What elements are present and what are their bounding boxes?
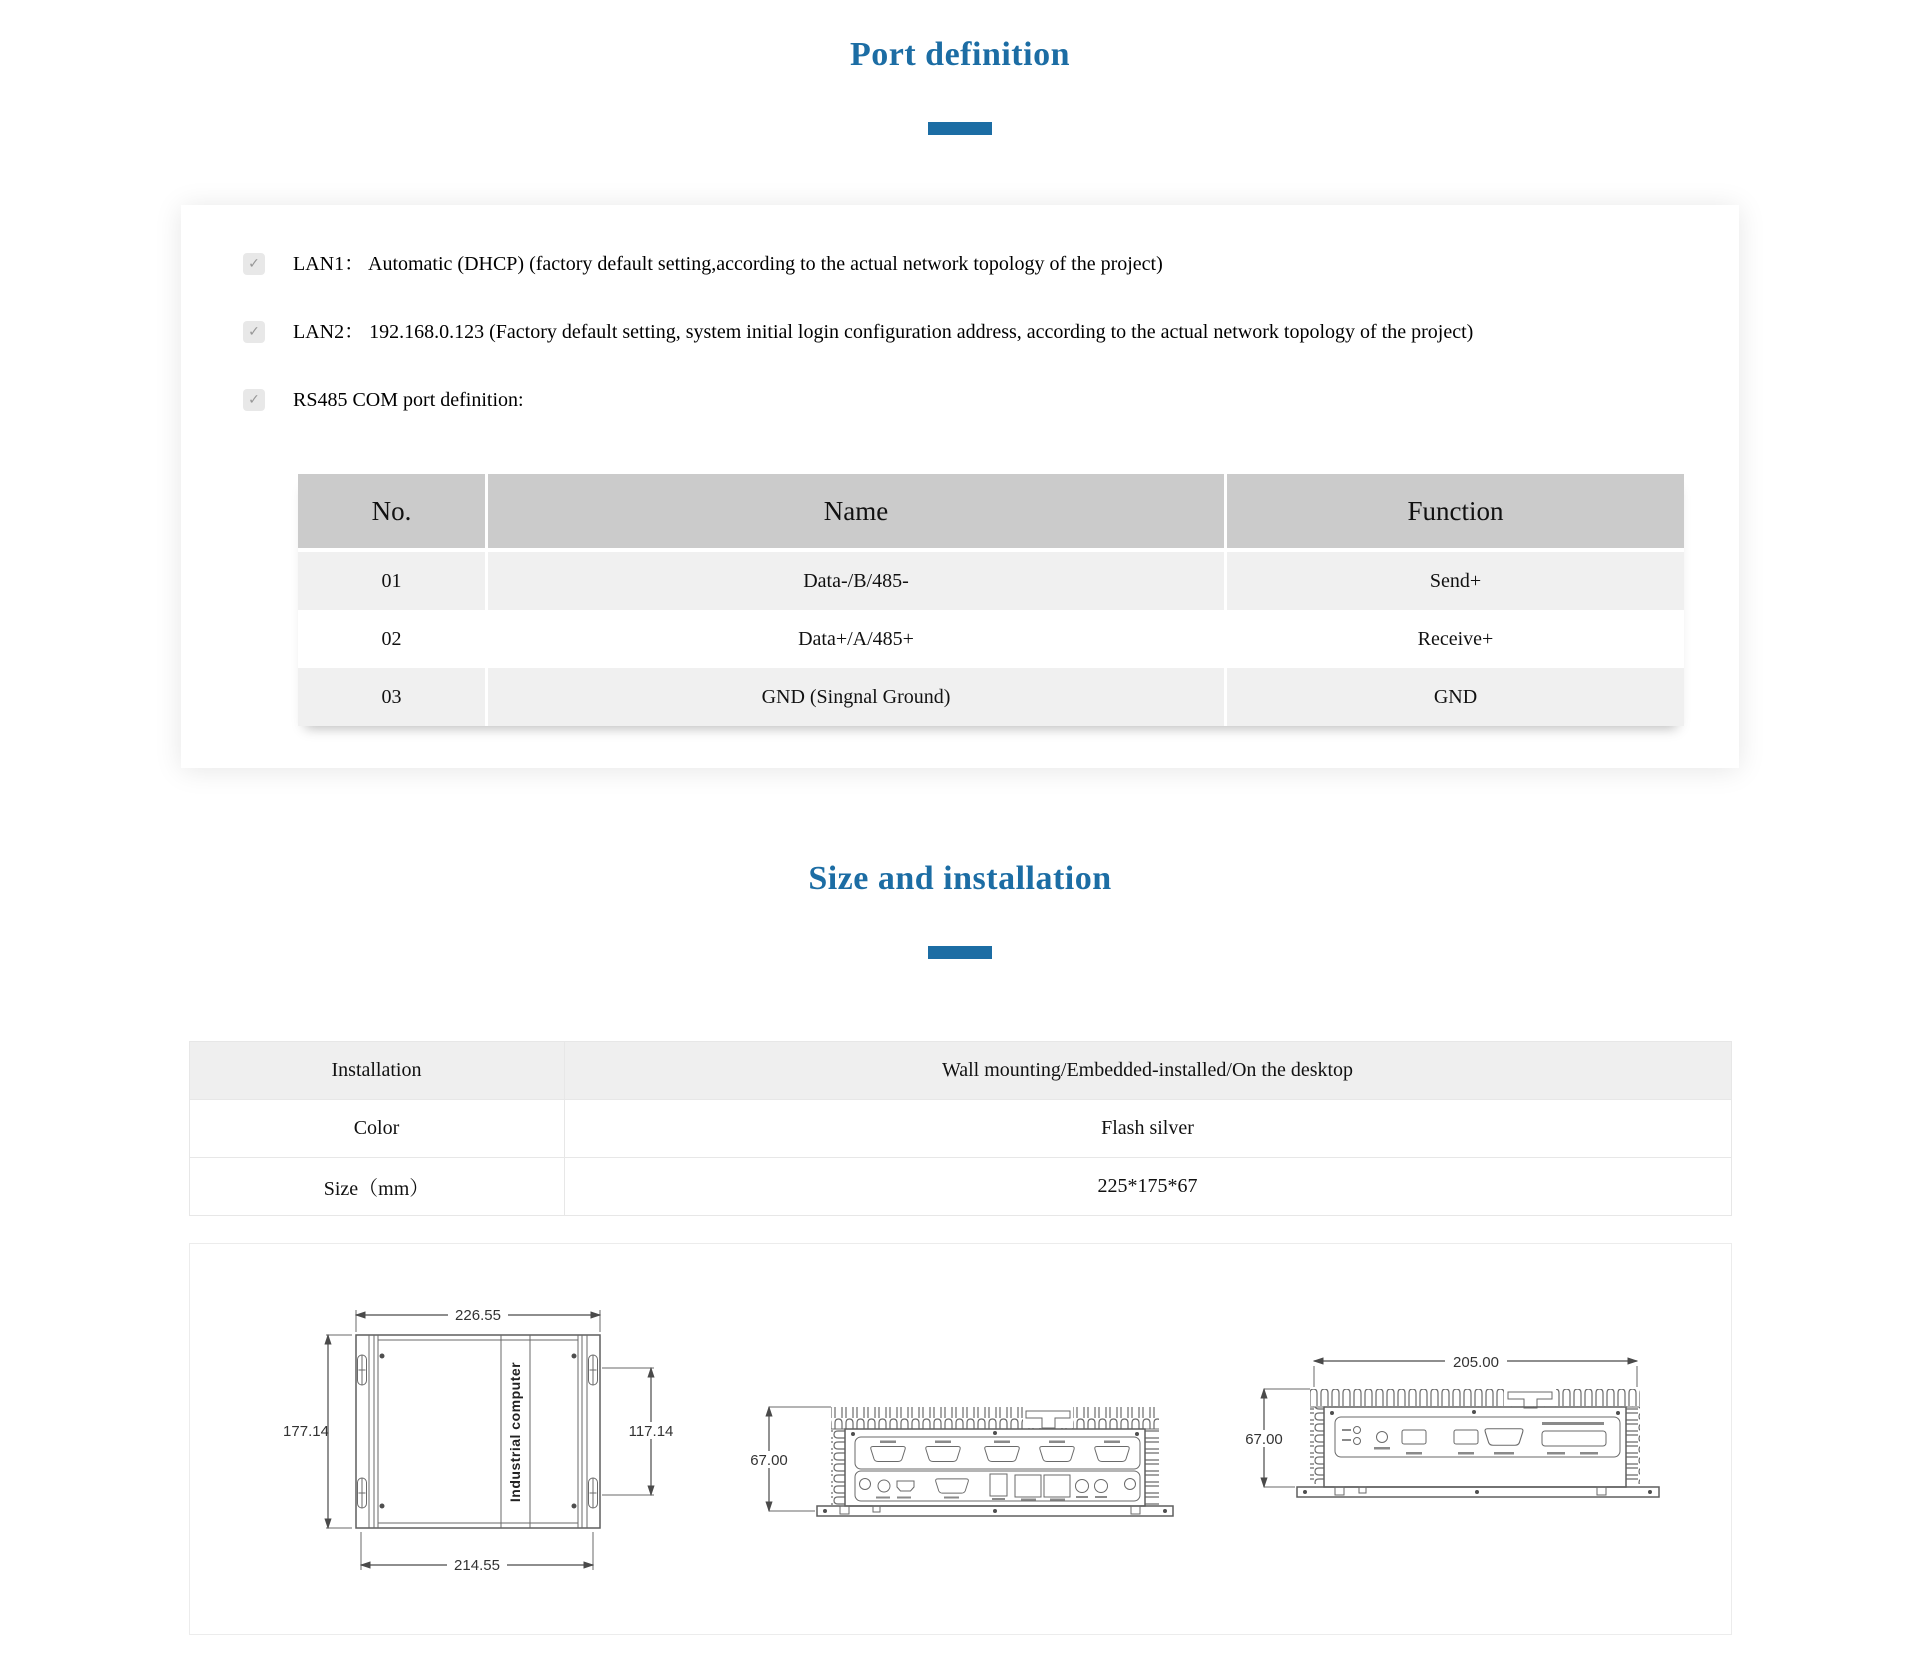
spec-table [189, 1041, 1732, 1216]
spec-value-color: Flash silver [564, 1100, 1731, 1158]
mounting-base [1297, 1487, 1659, 1497]
checklist-text-lan1: LAN1： Automatic (DHCP) (factory default setting,according to the actual network topology of the project) [293, 253, 1163, 275]
title-dash [928, 122, 992, 135]
size-installation-title: Size and installation [808, 860, 1112, 897]
column-header-function: Function [1224, 474, 1684, 552]
rs485-port-table [298, 474, 1684, 726]
cell-name: Data-/B/485- [485, 552, 1224, 610]
table-header-row [298, 474, 1684, 552]
dim-height: 67.00 [749, 1452, 788, 1469]
device-label: Industrial computer [506, 1361, 523, 1503]
cell-name: Data+/A/485+ [485, 610, 1224, 668]
heatsink-fins [1310, 1389, 1640, 1484]
cell-no: 02 [298, 610, 485, 668]
cell-function: Send+ [1224, 552, 1684, 610]
rear-panel-view-drawing [1242, 1334, 1682, 1524]
table-row [189, 1042, 1731, 1100]
check-icon: ✓ [243, 389, 265, 411]
cell-name: GND (Singnal Ground) [485, 668, 1224, 726]
checklist-item-rs485 [181, 389, 1739, 412]
dim-height: 67.00 [1244, 1431, 1283, 1448]
mounting-base [817, 1506, 1173, 1516]
dim-width: 205.00 [1452, 1354, 1499, 1371]
table-row [189, 1158, 1731, 1216]
checklist-item-lan2 [181, 321, 1739, 344]
table-row [298, 552, 1684, 610]
checklist-text-rs485: RS485 COM port definition: [293, 389, 524, 411]
keyhole-slot-icon [357, 1355, 597, 1508]
table-row [298, 610, 1684, 668]
cell-function: Receive+ [1224, 610, 1684, 668]
check-icon: ✓ [243, 321, 265, 343]
spec-key-size: Size（mm） [189, 1158, 564, 1216]
spec-key-color: Color [189, 1100, 564, 1158]
port-definition-title: Port definition [850, 36, 1070, 73]
dim-width-outer: 226.55 [454, 1307, 501, 1324]
spec-value-size: 225*175*67 [564, 1158, 1731, 1216]
column-header-name: Name [485, 474, 1224, 552]
check-icon: ✓ [243, 253, 265, 275]
cell-no: 03 [298, 668, 485, 726]
dim-width-inner: 214.55 [453, 1557, 500, 1574]
dimension-drawings-panel [189, 1243, 1732, 1635]
dim-height-left: 177.14 [282, 1423, 329, 1440]
table-row [189, 1100, 1731, 1158]
t-slot-handle [1023, 1407, 1073, 1428]
t-slot-handle [1504, 1389, 1556, 1408]
front-panel-view-drawing [745, 1374, 1180, 1524]
checklist-text-lan2: LAN2： 192.168.0.123 (Factory default setting, system initial login configuration address, according to the actual network topology of the project) [293, 321, 1474, 343]
dim-slot-spacing: 117.14 [628, 1423, 673, 1440]
table-row [298, 668, 1684, 726]
io-port-row [1342, 1422, 1606, 1455]
title-dash [928, 946, 992, 959]
com-port-row [870, 1441, 1129, 1462]
io-port-row [859, 1474, 1135, 1501]
port-definition-card [181, 205, 1739, 768]
spec-key-installation: Installation [189, 1042, 564, 1100]
checklist-item-lan1 [181, 253, 1739, 276]
spec-value-installation: Wall mounting/Embedded-installed/On the desktop [564, 1042, 1731, 1100]
cell-no: 01 [298, 552, 485, 610]
column-header-no: No. [298, 474, 485, 552]
cell-function: GND [1224, 668, 1684, 726]
wall-mount-view-drawing [282, 1284, 682, 1594]
